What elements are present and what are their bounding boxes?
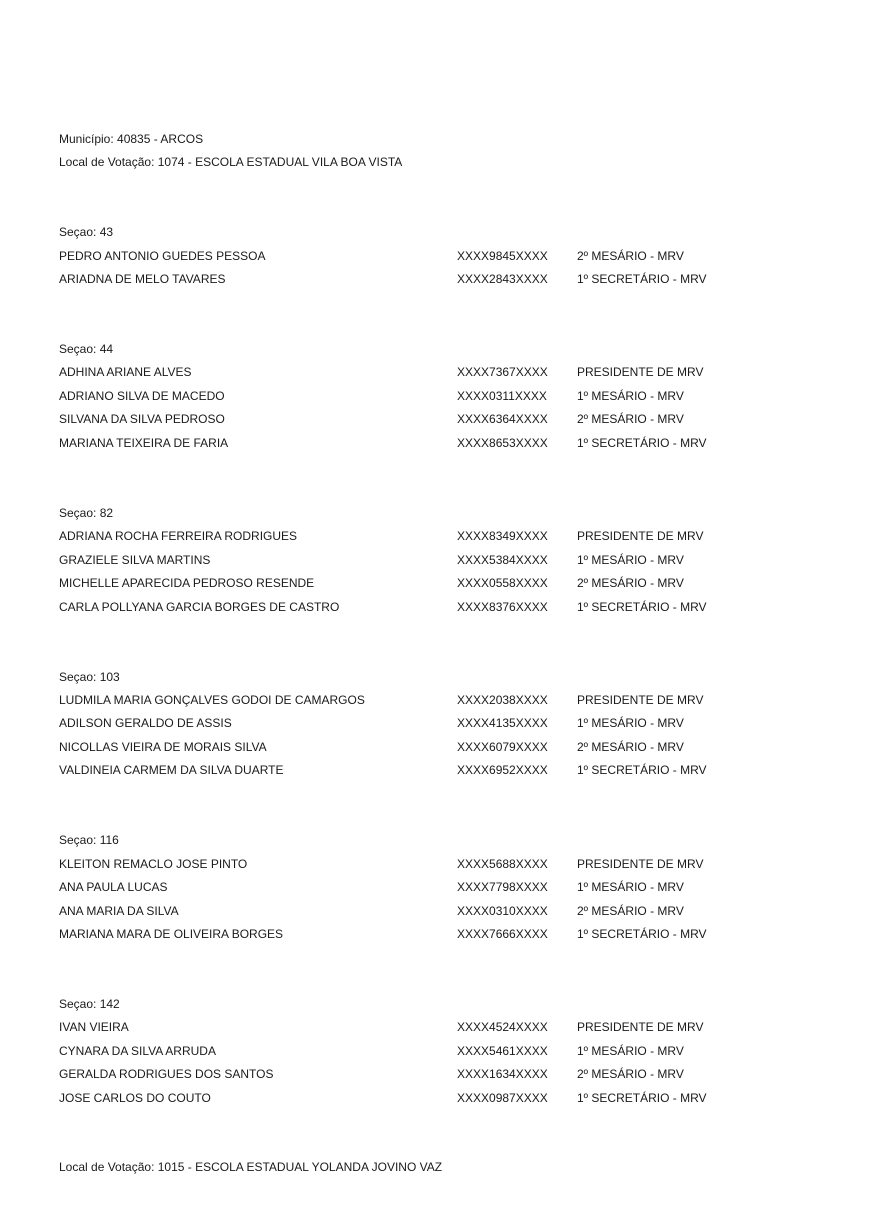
member-role: 2º MESÁRIO - MRV bbox=[577, 1067, 684, 1081]
table-row bbox=[59, 411, 819, 427]
member-doc: XXXX8376XXXX bbox=[457, 600, 548, 614]
table-row bbox=[59, 552, 819, 568]
member-name: MICHELLE APARECIDA PEDROSO RESENDE bbox=[59, 576, 315, 590]
member-doc: XXXX7367XXXX bbox=[457, 365, 548, 379]
member-name: ANA PAULA LUCAS bbox=[59, 880, 168, 894]
member-doc: XXXX0987XXXX bbox=[457, 1091, 548, 1105]
local-votacao-label: Local de Votação: 1074 - ESCOLA ESTADUAL VILA BOA VISTA bbox=[59, 155, 403, 169]
member-name: GERALDA RODRIGUES DOS SANTOS bbox=[59, 1067, 274, 1081]
section-title: Seçao: 44 bbox=[59, 342, 114, 356]
table-row bbox=[59, 692, 819, 708]
municipio-label: Município: 40835 - ARCOS bbox=[59, 132, 204, 146]
table-row bbox=[59, 388, 819, 404]
member-role: 1º SECRETÁRIO - MRV bbox=[577, 927, 707, 941]
member-name: ANA MARIA DA SILVA bbox=[59, 904, 179, 918]
member-name: ADHINA ARIANE ALVES bbox=[59, 365, 192, 379]
member-doc: XXXX4524XXXX bbox=[457, 1020, 548, 1034]
member-name: LUDMILA MARIA GONÇALVES GODOI DE CAMARGOS bbox=[59, 693, 365, 707]
member-doc: XXXX8349XXXX bbox=[457, 529, 548, 543]
member-doc: XXXX7666XXXX bbox=[457, 927, 548, 941]
member-role: 1º MESÁRIO - MRV bbox=[577, 716, 684, 730]
table-row bbox=[59, 1090, 819, 1106]
section-title: Seçao: 142 bbox=[59, 997, 120, 1011]
section-title: Seçao: 116 bbox=[59, 833, 119, 847]
member-doc: XXXX0558XXXX bbox=[457, 576, 548, 590]
table-row bbox=[59, 248, 819, 264]
member-doc: XXXX2843XXXX bbox=[457, 272, 548, 286]
member-role: PRESIDENTE DE MRV bbox=[577, 857, 704, 871]
member-name: ADILSON GERALDO DE ASSIS bbox=[59, 716, 232, 730]
member-doc: XXXX8653XXXX bbox=[457, 436, 548, 450]
member-role: 2º MESÁRIO - MRV bbox=[577, 412, 684, 426]
table-row bbox=[59, 739, 819, 755]
local-votacao-label: Local de Votação: 1015 - ESCOLA ESTADUAL YOLANDA JOVINO VAZ bbox=[59, 1160, 443, 1174]
table-row bbox=[59, 364, 819, 380]
table-row bbox=[59, 435, 819, 451]
member-doc: XXXX4135XXXX bbox=[457, 716, 548, 730]
member-doc: XXXX6952XXXX bbox=[457, 763, 548, 777]
member-role: 1º MESÁRIO - MRV bbox=[577, 389, 684, 403]
member-name: JOSE CARLOS DO COUTO bbox=[59, 1091, 211, 1105]
section-title: Seçao: 103 bbox=[59, 670, 120, 684]
member-name: GRAZIELE SILVA MARTINS bbox=[59, 553, 211, 567]
member-doc: XXXX6364XXXX bbox=[457, 412, 548, 426]
section-title: Seçao: 82 bbox=[59, 506, 114, 520]
table-row bbox=[59, 1043, 819, 1059]
table-row bbox=[59, 762, 819, 778]
member-name: CARLA POLLYANA GARCIA BORGES DE CASTRO bbox=[59, 600, 340, 614]
table-row bbox=[59, 715, 819, 731]
member-role: 1º MESÁRIO - MRV bbox=[577, 553, 684, 567]
table-row bbox=[59, 856, 819, 872]
member-name: NICOLLAS VIEIRA DE MORAIS SILVA bbox=[59, 740, 267, 754]
member-doc: XXXX6079XXXX bbox=[457, 740, 548, 754]
member-role: PRESIDENTE DE MRV bbox=[577, 693, 704, 707]
member-doc: XXXX1634XXXX bbox=[457, 1067, 548, 1081]
member-role: 2º MESÁRIO - MRV bbox=[577, 740, 684, 754]
table-row bbox=[59, 528, 819, 544]
member-role: 2º MESÁRIO - MRV bbox=[577, 904, 684, 918]
table-row bbox=[59, 599, 819, 615]
member-role: 2º MESÁRIO - MRV bbox=[577, 576, 684, 590]
member-name: SILVANA DA SILVA PEDROSO bbox=[59, 412, 225, 426]
member-name: MARIANA TEIXEIRA DE FARIA bbox=[59, 436, 229, 450]
member-role: 2º MESÁRIO - MRV bbox=[577, 249, 684, 263]
member-doc: XXXX5384XXXX bbox=[457, 553, 548, 567]
member-doc: XXXX5688XXXX bbox=[457, 857, 548, 871]
member-name: KLEITON REMACLO JOSE PINTO bbox=[59, 857, 248, 871]
member-name: PEDRO ANTONIO GUEDES PESSOA bbox=[59, 249, 266, 263]
member-role: 1º SECRETÁRIO - MRV bbox=[577, 436, 707, 450]
member-role: 1º SECRETÁRIO - MRV bbox=[577, 1091, 707, 1105]
table-row bbox=[59, 903, 819, 919]
table-row bbox=[59, 271, 819, 287]
member-name: MARIANA MARA DE OLIVEIRA BORGES bbox=[59, 927, 284, 941]
member-role: 1º MESÁRIO - MRV bbox=[577, 1044, 684, 1058]
member-role: 1º SECRETÁRIO - MRV bbox=[577, 763, 707, 777]
member-doc: XXXX2038XXXX bbox=[457, 693, 548, 707]
member-doc: XXXX9845XXXX bbox=[457, 249, 548, 263]
member-name: ADRIANA ROCHA FERREIRA RODRIGUES bbox=[59, 529, 298, 543]
table-row bbox=[59, 926, 819, 942]
member-role: 1º SECRETÁRIO - MRV bbox=[577, 272, 707, 286]
table-row bbox=[59, 1019, 819, 1035]
member-role: PRESIDENTE DE MRV bbox=[577, 365, 704, 379]
table-row bbox=[59, 575, 819, 591]
member-role: 1º SECRETÁRIO - MRV bbox=[577, 600, 707, 614]
member-doc: XXXX0311XXXX bbox=[457, 389, 547, 403]
member-doc: XXXX7798XXXX bbox=[457, 880, 548, 894]
member-name: CYNARA DA SILVA ARRUDA bbox=[59, 1044, 216, 1058]
table-row bbox=[59, 1066, 819, 1082]
member-role: PRESIDENTE DE MRV bbox=[577, 529, 704, 543]
member-name: ARIADNA DE MELO TAVARES bbox=[59, 272, 226, 286]
member-name: VALDINEIA CARMEM DA SILVA DUARTE bbox=[59, 763, 284, 777]
member-doc: XXXX0310XXXX bbox=[457, 904, 548, 918]
member-doc: XXXX5461XXXX bbox=[457, 1044, 548, 1058]
member-name: IVAN VIEIRA bbox=[59, 1020, 129, 1034]
section-title: Seçao: 43 bbox=[59, 225, 114, 239]
table-row bbox=[59, 879, 819, 895]
member-name: ADRIANO SILVA DE MACEDO bbox=[59, 389, 225, 403]
member-role: 1º MESÁRIO - MRV bbox=[577, 880, 684, 894]
member-role: PRESIDENTE DE MRV bbox=[577, 1020, 704, 1034]
